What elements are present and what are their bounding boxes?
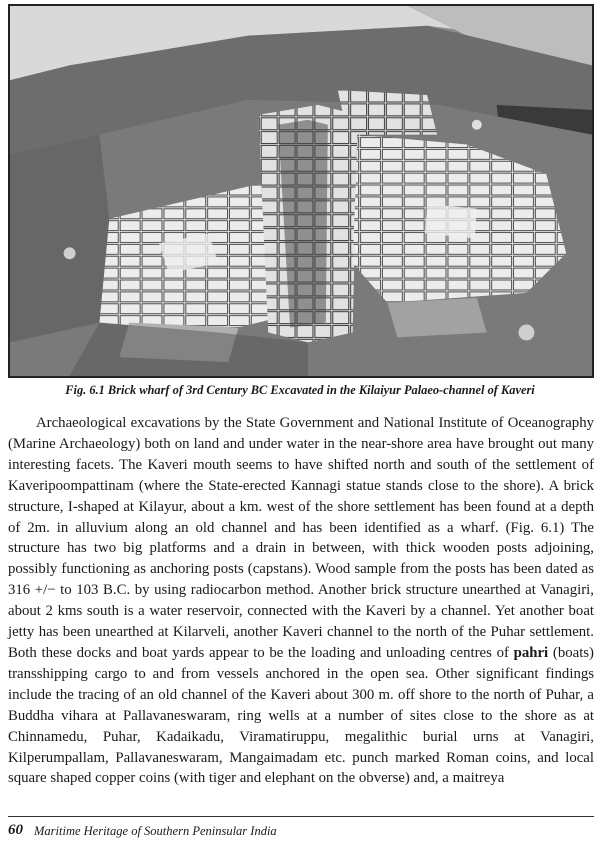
figure-photo xyxy=(8,4,594,378)
footer-divider xyxy=(8,816,594,817)
bold-term: pahri xyxy=(513,644,549,661)
body-text-part-1: Archaeological excavations by the State Government and National Institute of Oceanography (Marine Archaeology) both on land and under water in the near-shore area have brought out many interesting facets. The Kaveri mouth seems to have shifted north and south of the settlement of Kaveripoompattinam (where the State-erected Kannagi statue stands close to the shore). A brick structure, I-shaped at Kilayur, about a km. west of the shore settlement has been found at a depth of 2m. in alluvium along an old channel and has been identified as a wharf. (Fig. 6.1) The structure has two big platforms and a drain in between, with thick wooden posts adjoining, possibly functioning as anchoring posts (capstans). Wood sample from the posts has been dated as 316 +/− to 103 B.C. by using radiocarbon method. Another brick structure unearthed at Vanagiri, about 2 kms south is a water reservoir, connected with the Kaveri by a channel. Yet another boat jetty has been unearthed at Kilarveli, another Kaveri channel to the north of the Puhar settlement. Both these docks and boat yards appear to be the loading and unloading centres of xyxy=(8,415,594,661)
page-number: 60 xyxy=(8,822,23,838)
running-title: Maritime Heritage of Southern Peninsular India xyxy=(34,824,277,838)
body-text-part-2: (boats) transshipping cargo to and from vessels anchored in the open sea. Other significant findings include the tracing of an old channel of the Kaveri about 300 m. off shore to the north of Puhar, a Buddha vihara at Pallavaneswaram, ring wells at a number of sites close to the shore as at Chinnamedu, Puhar, Kadaikadu, Viramatiruppu, megalithic burial urns at Vanagiri, Kilperumpallam, Pallavaneswaram, Mangaimadam etc. punch marked Roman coins, and local square shaped copper coins (with tiger and elephant on the obverse) and, a maitreya xyxy=(8,644,594,787)
page-footer xyxy=(8,822,594,844)
brick-wharf-photo xyxy=(10,6,592,376)
body-paragraph xyxy=(8,413,594,789)
figure-caption: Fig. 6.1 Brick wharf of 3rd Century BC Excavated in the Kilaiyur Palaeo-channel of Kaveri xyxy=(65,383,535,397)
